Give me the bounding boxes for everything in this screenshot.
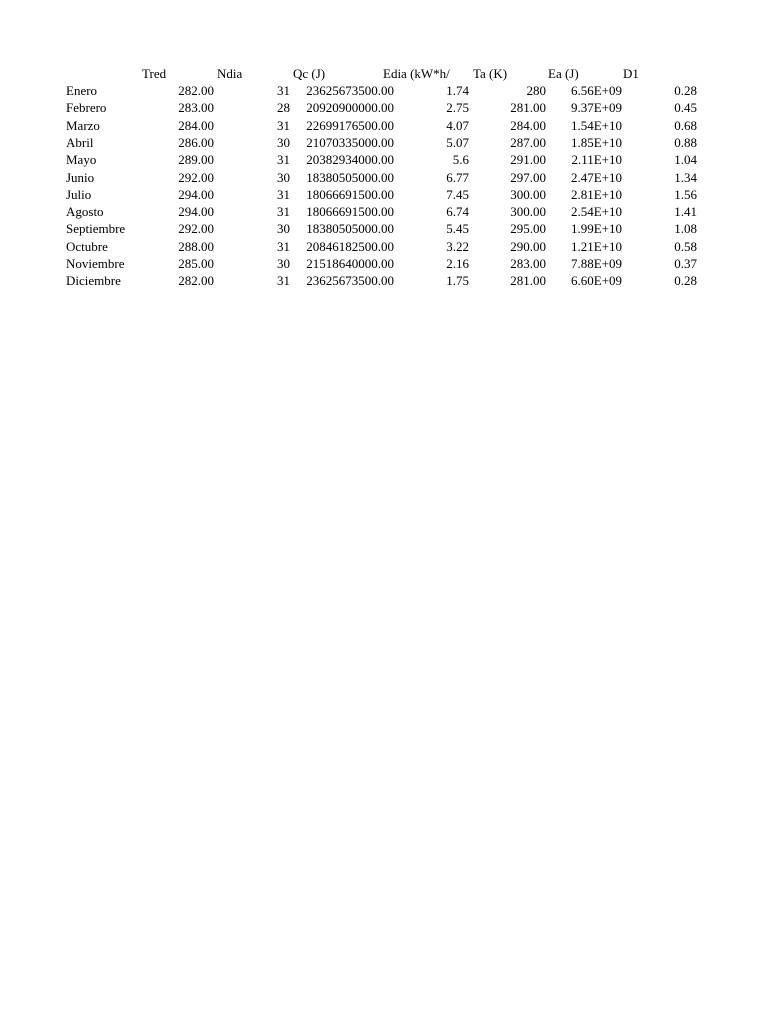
row-label: Noviembre: [66, 256, 125, 271]
table-row: [0, 186, 768, 203]
table-cell: 0.45: [674, 100, 697, 116]
table-row: [0, 220, 768, 237]
table-cell: 23625673500.00: [306, 273, 394, 289]
table-row: [0, 117, 768, 134]
table-cell: 31: [277, 83, 290, 98]
table-cell: 1.74: [446, 83, 469, 98]
column-header: Ea (J): [548, 66, 579, 81]
table-cell: 300.00: [510, 204, 546, 220]
table-cell: 20382934000.00: [306, 152, 394, 168]
row-label: Diciembre: [66, 273, 121, 289]
table-cell: 6.60E+09: [570, 273, 622, 289]
table-cell: 4.07: [446, 117, 469, 133]
table-cell: 0.68: [674, 117, 697, 133]
table-cell: 7.45: [446, 186, 469, 202]
table-cell: 20920900000.00: [306, 100, 394, 116]
row-label: Febrero: [66, 100, 107, 116]
table-cell: 294.00: [178, 186, 214, 202]
table-cell: 18066691500.00: [306, 204, 394, 220]
table-cell: 281.00: [510, 273, 546, 289]
table-cell: 2.47E+10: [570, 169, 622, 185]
table-cell: 31: [277, 152, 290, 168]
table-cell: 282.00: [178, 83, 214, 98]
table-cell: 21070335000.00: [306, 134, 394, 150]
table-cell: 283.00: [510, 256, 546, 271]
table-cell: 28: [277, 100, 290, 116]
table-cell: 18380505000.00: [306, 221, 394, 237]
table-cell: 289.00: [178, 152, 214, 168]
table-cell: 30: [277, 256, 290, 271]
table-cell: 3.22: [446, 238, 469, 254]
table-cell: 1.75: [446, 273, 469, 289]
table-row: [0, 255, 768, 272]
column-header: D1: [623, 66, 639, 81]
table-cell: 280: [526, 83, 546, 98]
table-cell: 300.00: [510, 186, 546, 202]
table-cell: 1.04: [674, 152, 697, 168]
table-cell: 290.00: [510, 238, 546, 254]
table-row: [0, 82, 768, 99]
row-label: Mayo: [66, 152, 97, 168]
column-header: Ndia: [217, 66, 243, 81]
table-cell: 2.75: [446, 100, 469, 116]
table-cell: 0.58: [674, 238, 697, 254]
table-cell: 1.08: [674, 221, 697, 237]
table-cell: 30: [277, 134, 290, 150]
table-row: [0, 169, 768, 186]
table-cell: 0.28: [674, 273, 697, 289]
table-cell: 292.00: [178, 221, 214, 237]
table-cell: 18066691500.00: [306, 186, 394, 202]
row-label: Junio: [66, 169, 95, 185]
table-cell: 2.54E+10: [570, 204, 622, 220]
column-header: Qc (J): [293, 66, 326, 81]
table-cell: 30: [277, 221, 290, 237]
table-row: [0, 134, 768, 151]
table-row: [0, 151, 768, 168]
header-row: [0, 65, 768, 82]
table-cell: 1.56: [674, 186, 697, 202]
row-label: Julio: [66, 186, 92, 202]
table-row: [0, 238, 768, 255]
table-cell: 1.41: [674, 204, 697, 220]
table-cell: 2.11E+10: [571, 152, 622, 168]
table-cell: 6.56E+09: [570, 83, 622, 98]
table-cell: 1.34: [674, 169, 697, 185]
table-cell: 31: [277, 273, 290, 289]
table-cell: 18380505000.00: [306, 169, 394, 185]
table-cell: 297.00: [510, 169, 546, 185]
table-cell: 5.45: [446, 221, 469, 237]
table-cell: 0.88: [674, 134, 697, 150]
table-cell: 284.00: [510, 117, 546, 133]
table-cell: 1.21E+10: [570, 238, 622, 254]
row-label: Abril: [66, 134, 94, 150]
table-cell: 0.37: [674, 256, 697, 271]
table-cell: 6.74: [446, 204, 469, 220]
table-cell: 1.54E+10: [570, 117, 622, 133]
table-cell: 23625673500.00: [306, 83, 394, 98]
row-label: Marzo: [66, 117, 100, 133]
table-cell: 284.00: [178, 117, 214, 133]
table-cell: 5.6: [452, 152, 469, 168]
row-label: Agosto: [66, 204, 104, 220]
table-cell: 31: [277, 117, 290, 133]
table-cell: 285.00: [178, 256, 214, 271]
table-row: [0, 272, 768, 289]
table-cell: 292.00: [178, 169, 214, 185]
table-cell: 286.00: [178, 134, 214, 150]
table-cell: 291.00: [510, 152, 546, 168]
row-label: Enero: [66, 83, 98, 98]
table-cell: 287.00: [510, 134, 546, 150]
table-cell: 0.28: [674, 83, 697, 98]
table-row: [0, 203, 768, 220]
column-header: Tred: [142, 66, 167, 81]
row-label: Octubre: [66, 238, 108, 254]
table-cell: 6.77: [446, 169, 469, 185]
table-cell: 7.88E+09: [570, 256, 622, 271]
table-cell: 31: [277, 204, 290, 220]
table-cell: 20846182500.00: [306, 238, 394, 254]
table-cell: 5.07: [446, 134, 469, 150]
table-cell: 31: [277, 238, 290, 254]
table-cell: 2.16: [446, 256, 469, 271]
table-cell: 21518640000.00: [306, 256, 394, 271]
column-header: Edia (kW*h/: [383, 66, 450, 81]
table-cell: 2.81E+10: [570, 186, 622, 202]
table-cell: 1.99E+10: [570, 221, 622, 237]
row-label: Septiembre: [66, 221, 126, 237]
table-cell: 1.85E+10: [570, 134, 622, 150]
table-cell: 9.37E+09: [570, 100, 622, 116]
table-cell: 294.00: [178, 204, 214, 220]
table-cell: 281.00: [510, 100, 546, 116]
table-cell: 295.00: [510, 221, 546, 237]
table-cell: 288.00: [178, 238, 214, 254]
table-cell: 282.00: [178, 273, 214, 289]
table-cell: 30: [277, 169, 290, 185]
table-cell: 283.00: [178, 100, 214, 116]
table-row: [0, 99, 768, 116]
table-cell: 31: [277, 186, 290, 202]
table-cell: 22699176500.00: [306, 117, 394, 133]
column-header: Ta (K): [473, 66, 508, 81]
